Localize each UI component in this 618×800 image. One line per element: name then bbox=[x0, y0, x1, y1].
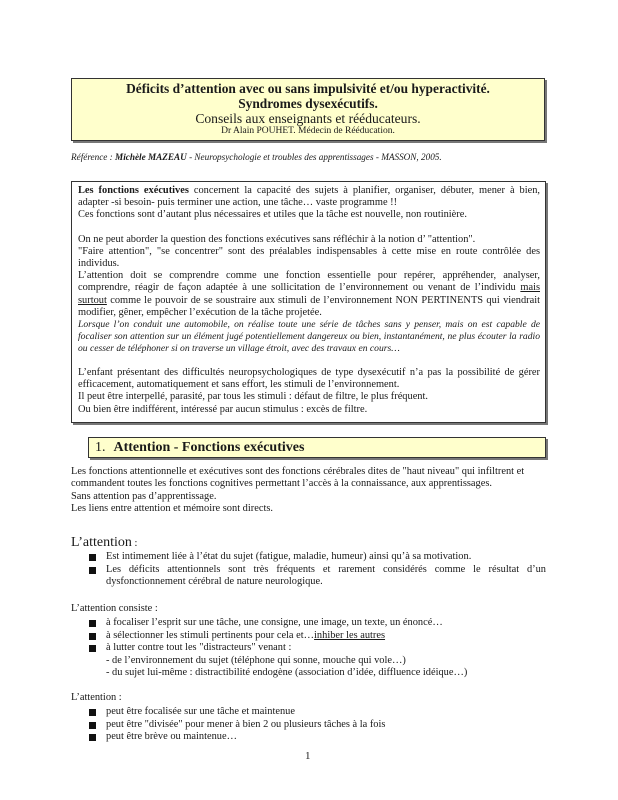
section-body bbox=[71, 466, 547, 516]
list-item bbox=[88, 706, 546, 719]
author-line: Dr Alain POUHET. Médecin de Rééducation. bbox=[221, 126, 395, 136]
list-item-text: à sélectionner les stimuli pertinents pour cela et… bbox=[106, 629, 315, 641]
title-line-2: Syndromes dysexécutifs. bbox=[238, 96, 378, 111]
section-number: 1. bbox=[95, 440, 106, 455]
square-bullet-icon bbox=[89, 567, 96, 574]
list-item-text: peut être "divisée" pour mener à bien 2 ou plusieurs tâches à la fois bbox=[106, 718, 386, 730]
attention-heading-colon: : bbox=[131, 538, 138, 549]
list-item bbox=[88, 551, 546, 564]
list-item bbox=[88, 630, 546, 643]
list-item-underline: inhiber les autres bbox=[314, 629, 386, 641]
attention-list-1 bbox=[88, 551, 546, 589]
sub-item: - du sujet lui-même : distractibilité endogène (association d’idée, diffluence idéique…) bbox=[106, 667, 468, 679]
page-number: 1 bbox=[305, 750, 311, 762]
square-bullet-icon bbox=[89, 633, 96, 640]
list-item bbox=[88, 564, 546, 589]
attention-consiste-list bbox=[88, 617, 546, 680]
info-paragraph-2: Ces fonctions sont d’autant plus nécessaires et utiles que la tâche est nouvelle, non routinière. bbox=[78, 209, 467, 221]
body-paragraph-1: Les fonctions attentionnelle et exécutives sont des fonctions cérébrales dites de "haut niveau" qui infiltrent et commandent toutes les fonctions cognitives permettant l’accès à la connaissance, aux apprentissages. bbox=[71, 466, 525, 490]
list-item-text: à lutter contre tout les "distracteurs" venant : bbox=[106, 642, 292, 654]
reference-rest: - Neuropsychologie et troubles des apprentissages - MASSON, 2005. bbox=[186, 152, 442, 162]
attention-heading-text: L’attention bbox=[71, 535, 132, 550]
square-bullet-icon bbox=[89, 734, 96, 741]
info-paragraph-9: Ou bien être indifférent, intéressé par aucun stimulus : excès de filtre. bbox=[78, 403, 368, 415]
info-paragraph-8: Il peut être interpellé, parasité, par tous les stimuli : défaut de filtre, le plus fréquent. bbox=[78, 391, 428, 403]
info-p5-a: L’attention doit se comprendre comme une fonction essentielle pour repérer, appréhender, analyser, comprendre, réagir de façon adaptée à une sollicitation de l’environnement ou venant de l’individu bbox=[78, 270, 540, 294]
square-bullet-icon bbox=[89, 620, 96, 627]
title-line-1: Déficits d’attention avec ou sans impulsivité et/ou hyperactivité. bbox=[126, 81, 490, 96]
attention-heading bbox=[71, 535, 137, 551]
info-p5-b: comme le pouvoir de se soustraire aux stimuli de l’environnement NON PERTINENTS qui viendrait modifier, gêner, empêcher l’exécution de la tâche projetée. bbox=[78, 294, 540, 318]
info-paragraph-1 bbox=[78, 185, 540, 209]
list-item-text: peut être focalisée sur une tâche et maintenue bbox=[106, 706, 295, 717]
info-paragraph-4: "Faire attention", "se concentrer" sont des préalables indispensables à cette mise en route contrôlée des individus. bbox=[78, 245, 540, 270]
list-item bbox=[88, 731, 546, 744]
sub-item: - de l’environnement du sujet (téléphone qui sonne, mouche qui vole…) bbox=[106, 654, 406, 666]
attention-list-3 bbox=[88, 706, 546, 744]
body-paragraph-2: Sans attention pas d’apprentissage. bbox=[71, 490, 217, 502]
info-p1-text: concernent la capacité des sujets à planifier, organiser, débuter, mener à bien, adapter -si besoin- puis terminer une action, une tâche… vaste programme !! bbox=[78, 185, 541, 209]
square-bullet-icon bbox=[89, 709, 96, 716]
reference-author: Michèle MAZEAU bbox=[115, 152, 187, 162]
attention-label-2: L’attention : bbox=[71, 692, 122, 703]
reference-prefix: Référence : bbox=[71, 152, 116, 162]
list-item-text: Est intimement liée à l’état du sujet (fatigue, maladie, humeur) ainsi qu’à sa motivation. bbox=[106, 551, 472, 562]
info-p5-underline: mais surtout bbox=[78, 282, 540, 306]
list-item-text: Les déficits attentionnels sont très fréquents et rarement considérés comme le résultat d’un dysfonctionnement cérébral de nature neurologique. bbox=[106, 563, 546, 588]
reference-line bbox=[71, 152, 442, 162]
title-box bbox=[71, 78, 545, 141]
info-paragraph-7: L’enfant présentant des difficultés neuropsychologiques de type dysexécutif n’a pas la possibilité de gérer efficacement, automatiquement et sans effort, les stimuli de l’environnement. bbox=[78, 367, 540, 391]
square-bullet-icon bbox=[89, 645, 96, 652]
list-item bbox=[88, 617, 546, 630]
consiste-label: L’attention consiste : bbox=[71, 603, 158, 614]
section-heading-box bbox=[88, 437, 546, 458]
list-item-text: à focaliser l’esprit sur une tâche, une consigne, une image, un texte, un énoncé… bbox=[106, 617, 443, 628]
info-paragraph-5 bbox=[78, 270, 540, 319]
square-bullet-icon bbox=[89, 722, 96, 729]
list-item bbox=[88, 642, 546, 680]
list-item-text: peut être brève ou maintenue… bbox=[106, 731, 237, 743]
square-bullet-icon bbox=[89, 554, 96, 561]
executive-functions-box bbox=[71, 181, 546, 423]
info-paragraph-example: Lorsque l’on conduit une automobile, on réalise toute une série de tâches sans y penser, mais on est capable de focaliser son attention sur un élément jugé potentiellement dangereux ou bien, instantanément, ne plus écouter la radio ou cesser de téléphoner si on traverse un village étroit, avec des travaux en cours… bbox=[78, 319, 540, 355]
list-item bbox=[88, 719, 546, 732]
info-paragraph-3: On ne peut aborder la question des fonctions exécutives sans réfléchir à la notion d’ "attention". bbox=[78, 233, 476, 245]
subtitle: Conseils aux enseignants et rééducateurs. bbox=[195, 111, 421, 126]
section-title: Attention - Fonctions exécutives bbox=[113, 440, 305, 455]
info-bold-term: Les fonctions exécutives bbox=[78, 185, 189, 196]
body-paragraph-3: Les liens entre attention et mémoire sont directs. bbox=[71, 503, 273, 515]
